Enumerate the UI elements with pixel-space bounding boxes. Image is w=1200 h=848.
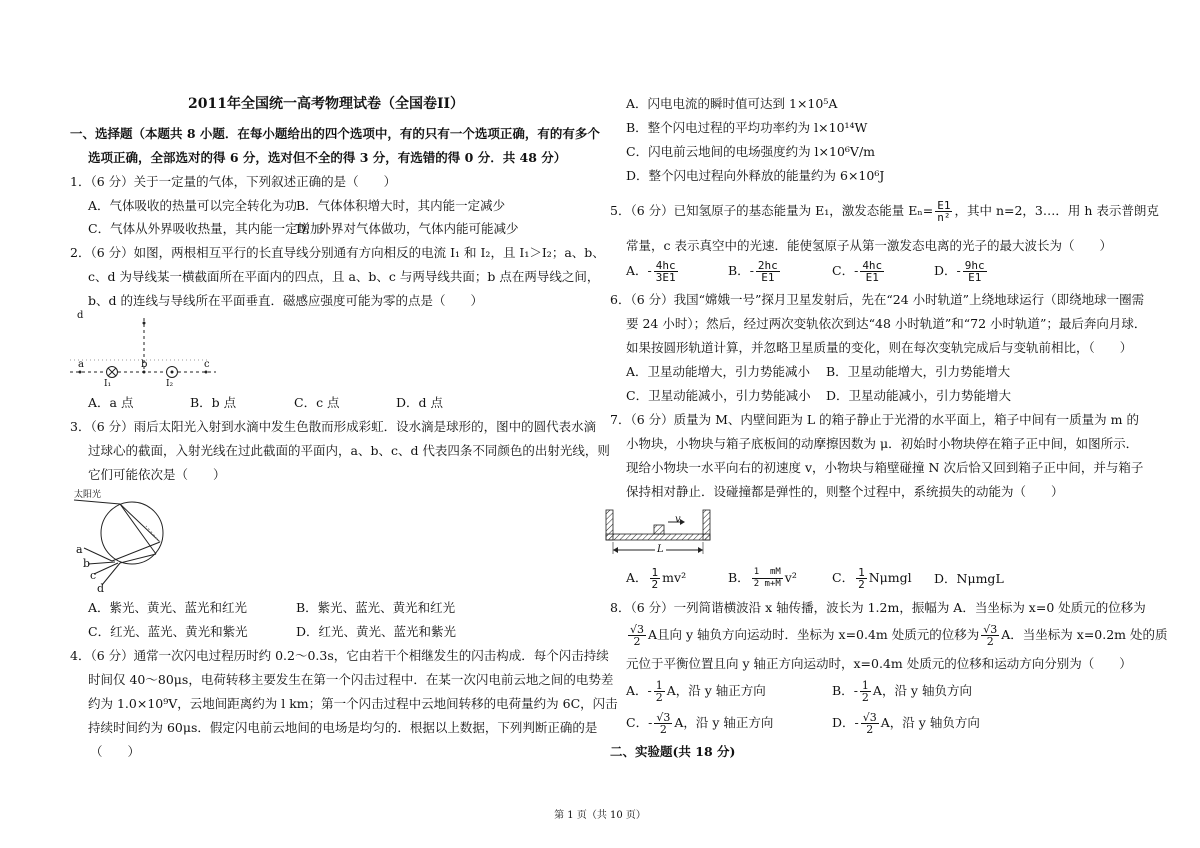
q3-option-c: C．红光、蓝光、黄光和紫光 — [88, 624, 248, 639]
q7-a-fraction — [650, 567, 661, 590]
q3-option-b: B．紫光、蓝光、黄光和红光 — [296, 600, 456, 615]
q8-c-tail: A，沿 y 轴正方向 — [674, 715, 774, 730]
q7-c-label: C． — [832, 570, 855, 585]
q5-option-d — [934, 260, 989, 283]
q8-a-den: 2 — [655, 691, 663, 704]
q3-label-d: d — [97, 582, 105, 595]
q8-c-fraction — [654, 712, 672, 735]
q7-option-a — [626, 567, 686, 590]
q7-c-den: 2 — [858, 578, 865, 591]
q7-b-label: B． — [728, 570, 750, 585]
q7-label-L: L — [655, 542, 666, 558]
q8-a-tail: A，沿 y 轴正方向 — [666, 683, 766, 698]
q8-a-sign: - — [647, 683, 652, 698]
q5-d-num: 9hc — [964, 259, 985, 272]
q7-a-label: A． — [626, 570, 648, 585]
section1-header: 一、选择题（本题共 8 小题．在每小题给出的四个选项中，有的只有一个选项正确，有的有多个 — [70, 126, 600, 141]
q7-b-num: 1 mM — [753, 567, 781, 577]
q8-d-label: D． — [832, 715, 855, 730]
q3-label-c: c — [90, 569, 97, 582]
q2-label-d: d — [77, 310, 84, 321]
q5-en-fraction — [935, 200, 952, 223]
q5-c-num: 4hc — [862, 259, 883, 272]
q7-a-den: 2 — [651, 578, 659, 591]
q2-stem: 2．（6 分）如图，两根相互平行的长直导线分别通有方向相反的电流 I₁ 和 I₂，且 I₁＞I₂；a、b、 — [70, 245, 605, 260]
q4-option-d: D．整个闪电过程向外释放的能量约为 6×10⁶J — [626, 168, 885, 183]
q3-stem: 3．（6 分）雨后太阳光入射到水滴中发生色散而形成彩虹．设水滴是球形的，图中的圆代表水滴 — [70, 419, 597, 434]
q8-stem-cont2: 元位于平衡位置且向 y 轴正方向运动时，x=0.4m 处质元的位移和运动方向分别为（ ） — [626, 656, 1132, 671]
q5-en-num: E1 — [937, 199, 951, 212]
q8-option-b — [832, 680, 972, 703]
q4-stem-cont2: 约为 1.0×10⁹V，云地间距离约为 l km；第一个闪击过程中云地间转移的电荷量约为 6C，闪击 — [88, 696, 618, 711]
q6-option-a: A．卫星动能增大，引力势能减小 — [626, 364, 811, 379]
q7-stem-cont2: 现给小物块一水平向右的初速度 v，小物块与箱壁碰撞 N 次后恰又回到箱子正中间，并与箱子 — [626, 460, 1144, 475]
q8-b-tail: A，沿 y 轴负方向 — [872, 683, 972, 698]
q4-stem-cont3: 持续时间约为 60μs．假定闪电前云地间的电场是均匀的．根据以上数据，下列判断正确的是 — [88, 720, 598, 735]
q8-stem: 8．（6 分）一列简谐横波沿 x 轴传播，波长为 1.2m，振幅为 A．当坐标为 x=0 处质元的位移为 — [610, 600, 1146, 615]
page-title: 2011年全国统一高考物理试卷（全国卷II） — [188, 96, 465, 112]
q8-d-sign: - — [854, 715, 859, 730]
q5-b-num: 2hc — [757, 259, 778, 272]
q6-option-d: D．卫星动能减小，引力势能增大 — [826, 388, 1012, 403]
q8-a-label: A． — [626, 683, 648, 698]
q5-c-label: C． — [832, 263, 855, 278]
q2-stem-cont2: b、d 的连线与导线所在平面垂直．磁感应强度可能为零的点是（ ） — [88, 293, 483, 308]
q8-stem-part-b: A．当坐标为 x=0.2m 处的质 — [1001, 627, 1168, 642]
q5-en-den: n² — [937, 211, 951, 224]
q3-stem-cont2: 它们可能依次是（ ） — [88, 467, 226, 482]
q8-a-num: 1 — [655, 679, 663, 692]
q5-d-sign: - — [956, 263, 961, 278]
q2-label-i1: I₁ — [104, 379, 112, 389]
q1-stem: 1．（6 分）关于一定量的气体，下列叙述正确的是（ ） — [70, 174, 397, 189]
q6-stem-cont2: 如果按圆形轨道计算，并忽略卫星质量的变化，则在每次变轨完成后与变轨前相比，（ ） — [626, 340, 1133, 355]
q3-label-a: a — [76, 543, 83, 556]
q7-stem-cont: 小物块，小物块与箱子底板间的动摩擦因数为 μ．初始时小物块停在箱子正中间，如图所示． — [626, 436, 1139, 451]
page-footer: 第 1 页（共 10 页） — [554, 810, 646, 821]
q8-b-den: 2 — [861, 691, 869, 704]
q8-option-a — [626, 680, 766, 703]
q5-a-sign: - — [647, 263, 652, 278]
q1-option-c: C．气体从外界吸收热量，其内能一定增加 — [88, 221, 323, 236]
q3-raindrop-figure — [70, 488, 180, 596]
q8-option-c — [626, 712, 773, 735]
q7-a-num: 1 — [651, 566, 659, 579]
q5-c-den: E1 — [865, 271, 879, 284]
q8-c-sign: - — [648, 715, 653, 730]
q2-label-b: b — [141, 359, 148, 370]
q8-root3-num-1: √3 — [630, 623, 645, 636]
q7-stem-cont3: 保持相对静止．设碰撞都是弹性的，则整个过程中，系统损失的动能为（ ） — [626, 484, 1064, 499]
q7-b-tail: v² — [784, 570, 797, 585]
q3-stem-cont: 过球心的截面，入射光线在过此截面的平面内，a、b、c、d 代表四条不同颜色的出射光线，则 — [88, 443, 610, 458]
q8-d-den: 2 — [866, 723, 874, 736]
q2-stem-cont: c、d 为导线某一横截面所在平面内的四点，且 a、b、c 与两导线共面；b 点在两导线之间， — [88, 269, 600, 284]
q6-stem-cont: 要 24 小时）；然后，经过两次变轨依次到达“48 小时轨道”和“72 小时轨道”；最后奔向月球． — [626, 316, 1147, 331]
q8-b-sign: - — [853, 683, 858, 698]
q5-a-den: 3E1 — [655, 271, 676, 284]
q8-c-den: 2 — [659, 723, 667, 736]
q5-b-label: B． — [728, 263, 750, 278]
q4-option-a: A．闪电电流的瞬时值可达到 1×10⁵A — [626, 96, 838, 111]
q3-label-b: b — [83, 557, 91, 570]
q5-a-label: A． — [626, 263, 648, 278]
q4-stem-paren: （ ） — [90, 744, 141, 759]
q5-b-fraction — [756, 260, 780, 283]
q4-option-c: C．闪电前云地间的电场强度约为 l×10⁶V/m — [626, 144, 876, 159]
q5-stem-post: ，其中 n=2，3…．用 h 表示普朗克 — [954, 203, 1159, 218]
q7-stem: 7．（6 分）质量为 M、内壁间距为 L 的箱子静止于光滑的水平面上，箱子中间有一质量为 m 的 — [610, 412, 1139, 427]
section2-header: 二、实验题(共 18 分) — [610, 744, 736, 759]
q8-root3-half-1 — [628, 624, 646, 647]
q5-a-fraction — [654, 260, 678, 283]
q5-d-fraction — [963, 260, 987, 283]
q7-c-tail: Nμmgl — [868, 570, 912, 585]
q8-root3-half-2 — [981, 624, 999, 647]
q7-b-fraction — [752, 567, 783, 590]
q5-c-fraction — [860, 260, 884, 283]
q8-d-fraction — [861, 712, 879, 735]
q8-root3-num-2: √3 — [983, 623, 998, 636]
q5-d-den: E1 — [968, 271, 982, 284]
q8-b-label: B． — [832, 683, 854, 698]
q7-b-den: 2 m+M — [753, 579, 781, 589]
q7-label-v: v — [675, 514, 681, 525]
q5-stem-cont: 常量，c 表示真空中的光速．能使氢原子从第一激发态电离的光子的最大波长为（ ） — [626, 238, 1112, 253]
q7-option-d: D．NμmgL — [934, 571, 1004, 586]
q7-option-b — [728, 567, 797, 590]
q4-option-b: B．整个闪电过程的平均功率约为 l×10¹⁴W — [626, 120, 868, 135]
q8-option-d — [832, 712, 980, 735]
q8-stem-part-a: A且向 y 轴负方向运动时．坐标为 x=0.4m 处质元的位移为 — [648, 627, 980, 642]
q5-b-sign: - — [749, 263, 754, 278]
q5-option-c — [832, 260, 886, 283]
q6-option-b: B．卫星动能增大，引力势能增大 — [826, 364, 1011, 379]
q8-b-num: 1 — [861, 679, 869, 692]
q8-d-tail: A，沿 y 轴负方向 — [880, 715, 980, 730]
q7-option-c — [832, 567, 912, 590]
q1-option-a: A．气体吸收的热量可以完全转化为功 — [88, 198, 298, 213]
q8-a-fraction — [654, 680, 665, 703]
q5-stem — [610, 200, 1159, 223]
q3-option-d: D．红光、黄光、蓝光和紫光 — [296, 624, 457, 639]
q5-a-num: 4hc — [655, 259, 676, 272]
q5-option-a — [626, 260, 680, 283]
q1-option-b: B．气体体积增大时，其内能一定减少 — [296, 198, 506, 213]
q5-option-b — [728, 260, 782, 283]
q4-stem-cont: 时间仅 40～80μs，电荷转移主要发生在第一个闪击过程中．在某一次闪电前云地之间的电势差 — [88, 672, 614, 687]
q7-c-num: 1 — [858, 566, 865, 579]
q5-b-den: E1 — [761, 271, 775, 284]
q2-option-c: C．c 点 — [294, 395, 340, 410]
q4-stem: 4．（6 分）通常一次闪电过程历时约 0.2～0.3s，它由若干个相继发生的闪击构成．每个闪击持续 — [70, 648, 609, 663]
q2-option-d: D．d 点 — [396, 395, 443, 410]
q2-wire-figure — [70, 310, 220, 395]
section1-header-cont: 选项正确，全部选对的得 6 分，选对但不全的得 3 分，有选错的得 0 分．共 48 分） — [88, 150, 567, 165]
q6-option-c: C．卫星动能减小，引力势能减小 — [626, 388, 811, 403]
q7-a-tail: mv² — [662, 570, 687, 585]
q1-option-d: D．外界对气体做功，气体内能可能减少 — [296, 221, 519, 236]
q8-c-num: √3 — [656, 711, 671, 724]
q5-d-label: D． — [934, 263, 957, 278]
q8-stem-cont — [626, 624, 1168, 647]
q8-d-num: √3 — [862, 711, 877, 724]
q8-root3-den-1: 2 — [633, 635, 641, 648]
q5-stem-pre: 5．（6 分）已知氢原子的基态能量为 E₁，激发态能量 Eₙ= — [610, 203, 934, 218]
q2-label-a: a — [78, 359, 84, 370]
q3-label-sunlight: 太阳光 — [74, 490, 102, 500]
q3-option-a: A．紫光、黄光、蓝光和红光 — [88, 600, 248, 615]
q8-c-label: C． — [626, 715, 649, 730]
q2-option-b: B．b 点 — [190, 395, 237, 410]
q2-label-c: c — [204, 359, 210, 370]
q5-c-sign: - — [854, 263, 859, 278]
q8-root3-den-2: 2 — [986, 635, 994, 648]
q8-b-fraction — [860, 680, 871, 703]
q2-label-i2: I₂ — [166, 379, 174, 389]
q6-stem: 6．（6 分）我国“嫦娥一号”探月卫星发射后，先在“24 小时轨道”上绕地球运行（即绕地球一圈需 — [610, 292, 1145, 307]
q2-option-a: A．a 点 — [88, 395, 134, 410]
q7-c-fraction — [856, 567, 867, 590]
